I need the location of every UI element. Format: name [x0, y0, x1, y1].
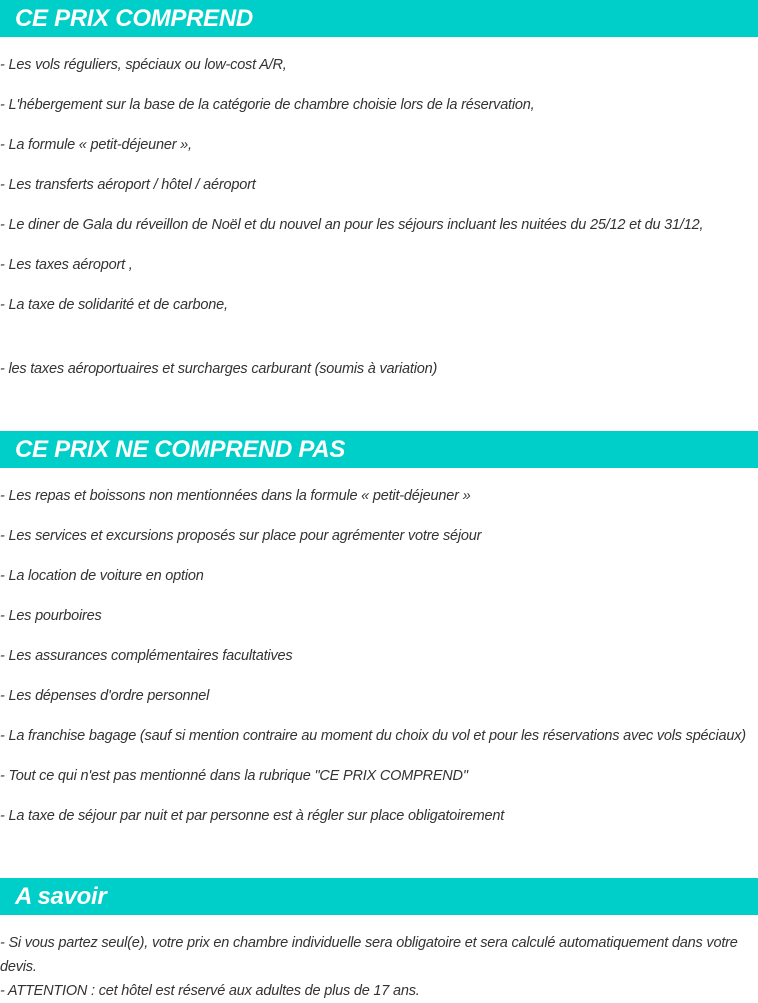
included-item: - L'hébergement sur la base de la catégorie de chambre choisie lors de la réservation,: [0, 97, 535, 113]
included-item: - Les vols réguliers, spéciaux ou low-cost A/R,: [0, 57, 287, 73]
excluded-item: - Les dépenses d'ordre personnel: [0, 688, 210, 704]
excluded-item: - La taxe de séjour par nuit et par personne est à régler sur place obligatoirement: [0, 808, 505, 824]
included-item: - Le diner de Gala du réveillon de Noël et du nouvel an pour les séjours incluant les nuitées du 25/12 et du 31/12,: [0, 217, 704, 233]
excluded-item: - Les assurances complémentaires facultatives: [0, 648, 293, 664]
excluded-item: - Les services et excursions proposés sur place pour agrémenter votre séjour: [0, 528, 482, 544]
section-heading-ce-prix-comprend: CE PRIX COMPREND: [0, 0, 758, 37]
excluded-item: - Tout ce qui n'est pas mentionné dans la rubrique "CE PRIX COMPREND": [0, 768, 468, 784]
included-item: - La formule « petit-déjeuner »,: [0, 137, 192, 153]
excluded-item: - Les pourboires: [0, 608, 102, 624]
info-item: - ATTENTION : cet hôtel est réservé aux adultes de plus de 17 ans.: [0, 983, 420, 999]
excluded-item: - La location de voiture en option: [0, 568, 204, 584]
included-item: - Les taxes aéroport ,: [0, 257, 133, 273]
included-item: - La taxe de solidarité et de carbone,: [0, 297, 228, 313]
section-heading-ce-prix-ne-comprend-pas: CE PRIX NE COMPREND PAS: [0, 431, 758, 468]
included-item: - les taxes aéroportuaires et surcharges carburant (soumis à variation): [0, 361, 438, 377]
included-item: - Les transferts aéroport / hôtel / aéroport: [0, 177, 256, 193]
excluded-item: - Les repas et boissons non mentionnées dans la formule « petit-déjeuner »: [0, 488, 471, 504]
info-item: - Si vous partez seul(e), votre prix en chambre individuelle sera obligatoire et sera calculé automatiquement dans votre devis.: [0, 935, 738, 975]
section-heading-a-savoir: A savoir: [0, 878, 758, 915]
excluded-item: - La franchise bagage (sauf si mention contraire au moment du choix du vol et pour les réservations avec vols spéciaux): [0, 728, 746, 744]
